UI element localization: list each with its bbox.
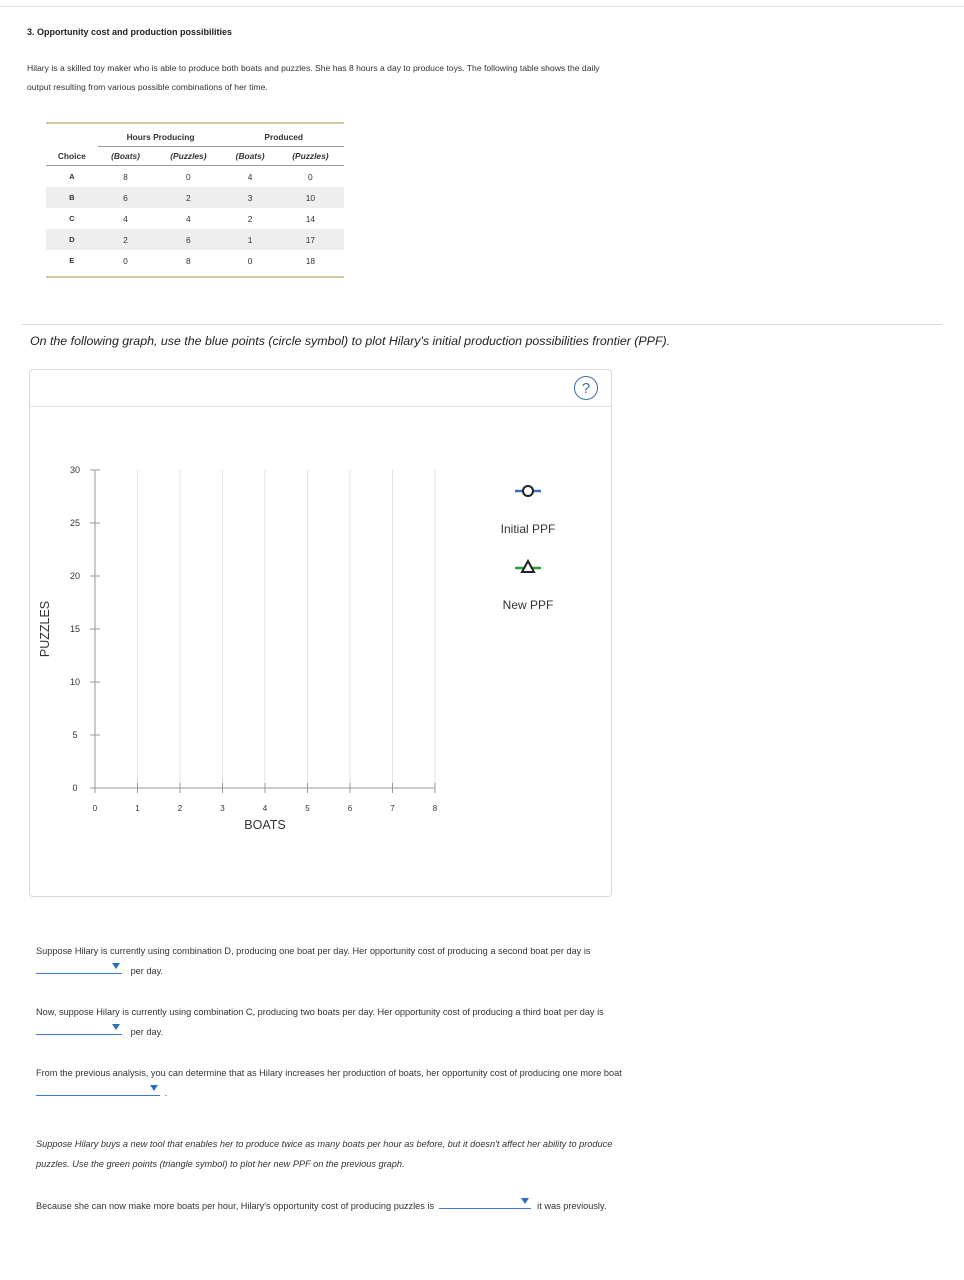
table-row: [46, 208, 344, 229]
question-2-text: Now, suppose Hilary is currently using combination C, producing two boats per day. Her opportunity cost of producing a third boat per day is: [36, 1007, 604, 1017]
x-tick-label: 4: [262, 804, 268, 813]
header-choice: Choice: [46, 147, 98, 166]
chevron-down-icon: [112, 963, 120, 969]
y-tick-label: 20: [69, 571, 81, 581]
header-produced-puzzles: (Puzzles): [277, 147, 344, 166]
cell-hours-boats: 4: [123, 213, 128, 224]
x-tick-label: 3: [220, 804, 225, 813]
x-tick-label: 5: [305, 804, 310, 813]
header-spacer: [46, 124, 98, 147]
table-bottom-rule: [46, 276, 344, 278]
q2-dropdown[interactable]: [36, 1022, 122, 1035]
cell-choice: A: [69, 172, 75, 181]
chevron-down-icon: [150, 1085, 158, 1091]
header-produced-boats: (Boats): [223, 147, 276, 166]
cell-boats: 4: [247, 171, 253, 182]
cell-puzzles: 0: [308, 171, 313, 182]
q5-dropdown[interactable]: [439, 1196, 531, 1209]
cell-choice: C: [69, 214, 75, 223]
intro-line-2: output resulting from various possible combinations of her time.: [27, 82, 268, 92]
chevron-down-icon: [112, 1024, 120, 1030]
section-title: 3. Opportunity cost and production possibilities: [27, 27, 233, 37]
cell-choice: E: [69, 256, 75, 265]
question-4: [36, 1134, 916, 1174]
cell-choice: D: [46, 229, 98, 250]
question-5: [36, 1196, 916, 1216]
header-hours-boats: (Boats): [98, 147, 154, 166]
cell-boats: 0: [247, 255, 253, 266]
y-tick-label: 15: [69, 624, 81, 634]
y-tick-label: 10: [69, 677, 81, 687]
circle-marker-icon[interactable]: [523, 486, 533, 496]
triangle-marker-icon[interactable]: [522, 561, 534, 572]
x-tick-label: 2: [177, 804, 183, 813]
header-hours-puzzles: (Puzzles): [153, 147, 223, 166]
legend-initial-label: Initial PPF: [500, 522, 556, 536]
question-3-text: From the previous analysis, you can determine that as Hilary increases her production of boats, her opportunity cost of producing one more boat: [36, 1068, 622, 1078]
question-2-suffix: per day.: [130, 1027, 164, 1037]
question-3-suffix: .: [164, 1088, 168, 1098]
question-3: [36, 1063, 916, 1103]
x-tick-label: 1: [135, 804, 140, 813]
cell-hours-puzzles: 0: [186, 171, 191, 182]
help-button[interactable]: ?: [574, 376, 598, 400]
cell-boats: 2: [247, 213, 253, 224]
section-divider: [22, 324, 942, 325]
cell-puzzles: 18: [305, 255, 316, 266]
question-5-prefix: Because she can now make more boats per hour, Hilary's opportunity cost of producing puzzles is: [36, 1201, 435, 1211]
x-axis-label: BOATS: [244, 818, 286, 832]
cell-hours-puzzles: 2: [153, 187, 223, 208]
cell-hours-puzzles: 6: [153, 229, 223, 250]
y-axis-label: PUZZLES: [38, 600, 52, 658]
cell-hours-boats: 6: [98, 187, 154, 208]
graph-instruction: On the following graph, use the blue points (circle symbol) to plot Hilary's initial production possibilities frontier (PPF).: [30, 334, 671, 348]
header-hours-producing: Hours Producing: [98, 124, 224, 147]
q3-dropdown[interactable]: [36, 1083, 160, 1096]
graph-panel: [29, 369, 612, 897]
question-1-suffix: per day.: [130, 966, 164, 976]
cell-boats: 1: [223, 229, 276, 250]
cell-hours-puzzles: 4: [186, 213, 191, 224]
question-1: [36, 941, 916, 981]
x-tick-label: 7: [390, 804, 395, 813]
cell-hours-boats: 0: [123, 255, 128, 266]
cell-boats: 3: [223, 187, 276, 208]
y-tick-label: 0: [72, 783, 78, 793]
cell-hours-boats: 8: [123, 171, 128, 182]
table-row: [46, 187, 344, 208]
intro-text: [27, 59, 787, 97]
cell-puzzles: 17: [277, 229, 344, 250]
q1-dropdown[interactable]: [36, 961, 122, 974]
intro-line-1: Hilary is a skilled toy maker who is able to produce both boats and puzzles. She has 8 hours a day to produce toys. The following table shows the daily: [27, 63, 600, 73]
legend-new-label: New PPF: [502, 598, 554, 612]
table-row: [46, 166, 344, 188]
cell-hours-puzzles: 8: [186, 255, 191, 266]
top-divider: [0, 6, 964, 7]
header-produced: Produced: [223, 124, 344, 147]
x-tick-label: 8: [432, 804, 438, 813]
x-tick-label: 6: [347, 804, 353, 813]
question-5-suffix: it was previously.: [537, 1201, 607, 1211]
ppf-graph[interactable]: [30, 370, 611, 896]
cell-puzzles: 14: [305, 213, 316, 224]
question-4-line-1: Suppose Hilary buys a new tool that enables her to produce twice as many boats per hour as before, but it doesn't affect her ability to produce: [36, 1139, 613, 1149]
table-row: [46, 250, 344, 271]
chevron-down-icon: [521, 1198, 529, 1204]
cell-choice: B: [46, 187, 98, 208]
production-table: [46, 122, 344, 278]
y-tick-label: 30: [69, 465, 81, 475]
cell-puzzles: 10: [277, 187, 344, 208]
question-4-line-2: puzzles. Use the green points (triangle symbol) to plot her new PPF on the previous graph.: [36, 1159, 405, 1169]
question-1-text: Suppose Hilary is currently using combination D, producing one boat per day. Her opportunity cost of producing a second boat per day is: [36, 946, 591, 956]
table-row: [46, 229, 344, 250]
x-tick-label: 0: [92, 804, 98, 813]
y-tick-label: 5: [72, 730, 78, 740]
y-tick-label: 25: [69, 518, 81, 528]
question-2: [36, 1002, 916, 1042]
cell-hours-boats: 2: [98, 229, 154, 250]
